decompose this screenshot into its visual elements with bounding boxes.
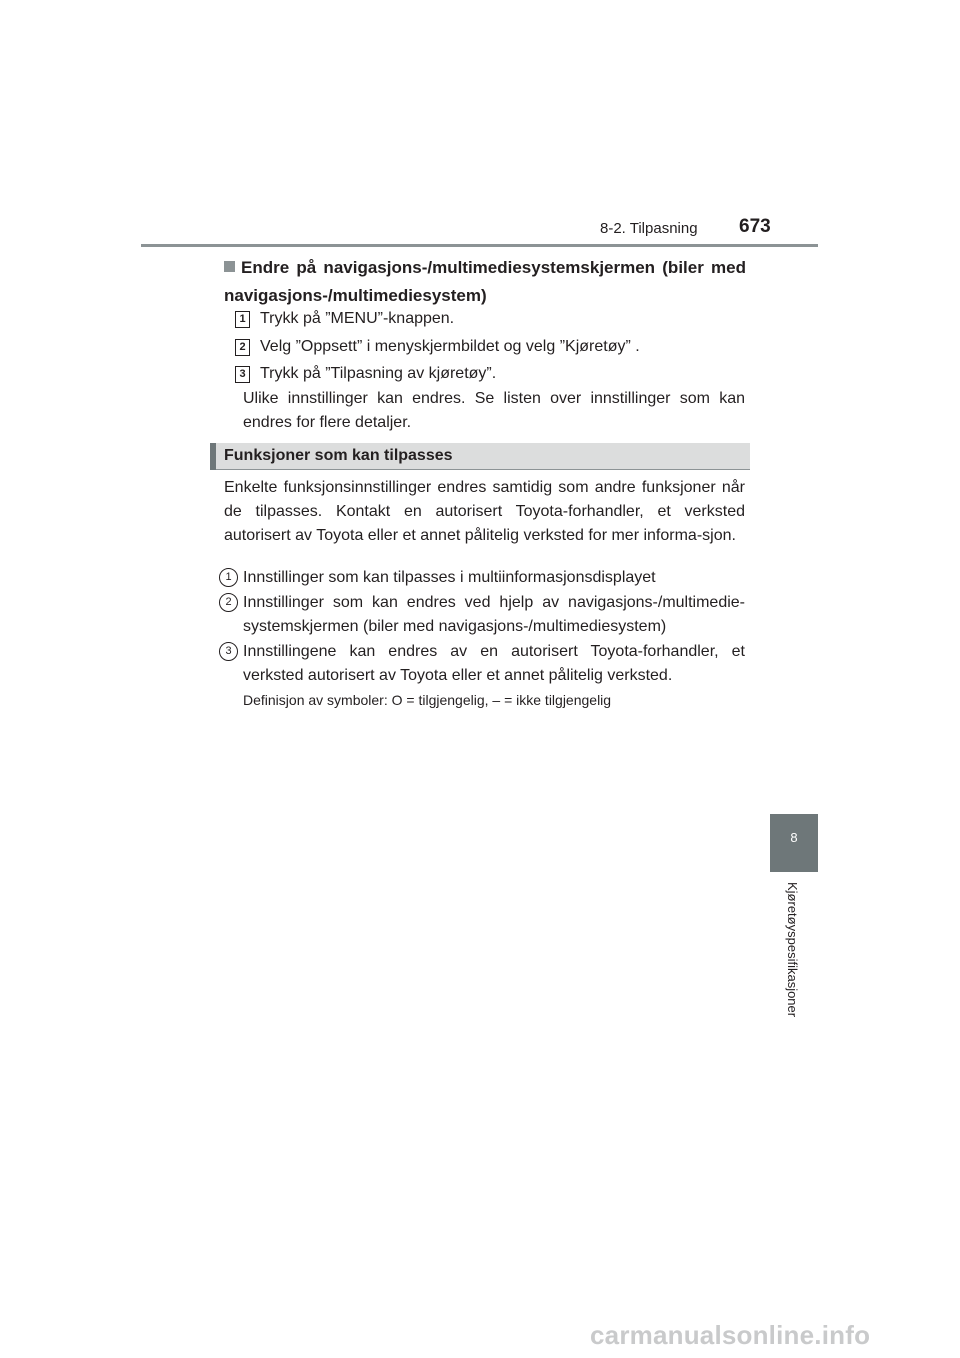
step-number-box: 3 bbox=[235, 366, 250, 383]
settings-note: Ulike innstillinger kan endres. Se listen over innstillinger som kan endres for flere detaljer. bbox=[243, 390, 745, 431]
step-text: Velg ”Oppsett” i menyskjermbildet og velg ”Kjøretøy” . bbox=[260, 338, 640, 355]
step-number-box: 1 bbox=[235, 311, 250, 328]
step-text: Trykk på ”Tilpasning av kjøretøy”. bbox=[260, 365, 497, 382]
section-title bbox=[224, 254, 746, 310]
page-number: 673 bbox=[739, 216, 771, 237]
step-1 bbox=[235, 309, 454, 329]
step-text: Trykk på ”MENU”-knappen. bbox=[260, 310, 455, 327]
list-item bbox=[219, 640, 745, 688]
watermark: carmanualsonline.info bbox=[590, 1320, 871, 1350]
header-section: 8-2. Tilpasning bbox=[600, 220, 698, 237]
circled-number: 1 bbox=[219, 568, 238, 587]
list-item-text: Innstillingene kan endres av en autorisert Toyota-forhandler, et verksted autorisert av Toyota eller et annet pålitelig verksted. bbox=[243, 643, 745, 684]
circled-number: 2 bbox=[219, 593, 238, 612]
step-2 bbox=[235, 337, 640, 357]
symbol-definition: Definisjon av symboler: O = tilgjengelig, – = ikke tilgjengelig bbox=[243, 692, 612, 708]
heading-accent bbox=[210, 443, 216, 470]
square-bullet-icon bbox=[224, 261, 235, 272]
chapter-label: Kjøretøyspesifikasjoner bbox=[785, 882, 800, 1018]
chapter-label-wrap bbox=[786, 882, 806, 1032]
list-item bbox=[219, 591, 745, 639]
list-item-text: Innstillinger som kan tilpasses i multiinformasjonsdisplayet bbox=[243, 569, 656, 586]
list-item bbox=[219, 566, 745, 590]
functions-heading-bar bbox=[210, 443, 750, 470]
circled-number: 3 bbox=[219, 642, 238, 661]
step-number-box: 2 bbox=[235, 339, 250, 356]
step-3 bbox=[235, 364, 496, 384]
header-divider bbox=[141, 244, 818, 247]
functions-intro: Enkelte funksjonsinnstillinger endres samtidig som andre funksjoner når de tilpasses. Kontakt en autorisert Toyota-forhandler, et verksted autorisert av Toyota eller et annet pålitelig verksted for mer informa-sjon. bbox=[224, 479, 745, 544]
list-item-text: Innstillinger som kan endres ved hjelp av navigasjons-/multimedie-systemskjermen (biler med navigasjons-/multimediesystem) bbox=[243, 594, 745, 635]
section-title-text: Endre på navigasjons-/multimediesystemskjermen (biler med navigasjons-/multimediesystem) bbox=[224, 258, 746, 305]
chapter-number: 8 bbox=[790, 830, 798, 845]
functions-heading: Funksjoner som kan tilpasses bbox=[224, 447, 453, 464]
